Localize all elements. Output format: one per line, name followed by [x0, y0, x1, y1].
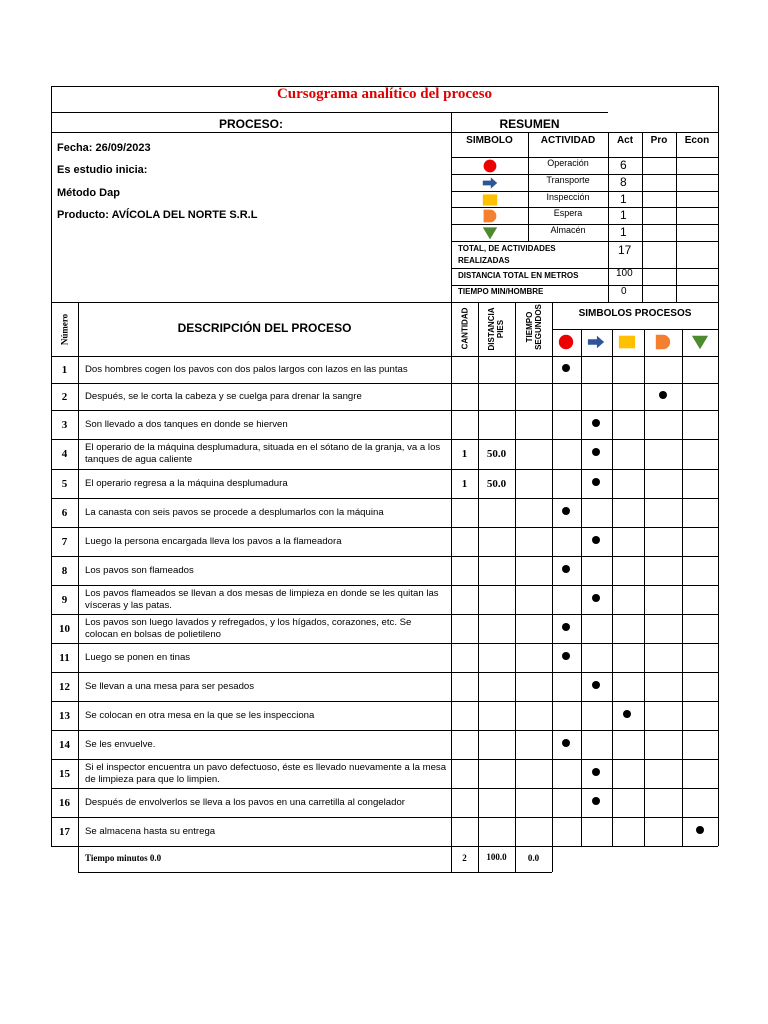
row-distancia: [478, 585, 515, 614]
page-title: Cursograma analítico del proceso: [276, 86, 493, 102]
symbol-mark-dot: [592, 536, 600, 544]
symbol-mark-dot: [592, 448, 600, 456]
symbol-mark-dot: [562, 565, 570, 573]
symbol-mark-dot: [659, 391, 667, 399]
summary-total-label: TOTAL, DE ACTIVIDADES REALIZADAS: [458, 244, 556, 265]
row-number: 13: [59, 709, 70, 722]
row-number: 3: [61, 418, 68, 431]
summary-distance-value: 100: [616, 268, 633, 279]
symbol-mark-dot: [592, 419, 600, 427]
symbol-mark-dot: [592, 594, 600, 602]
operation-circle-icon: [480, 157, 500, 174]
summary-col-pro: Pro: [650, 135, 668, 146]
row-number: 9: [61, 593, 68, 606]
row-number: 5: [61, 477, 68, 490]
row-description: Dos hombres cogen los pavos con dos palos largos con lazos en las puntas: [85, 363, 408, 375]
summary-col-act: Act: [616, 135, 634, 146]
symbol-mark-dot: [562, 364, 570, 372]
row-distancia: 50.0: [486, 448, 507, 460]
summary-act-value: 1: [620, 192, 627, 206]
row-description: El operario regresa a la máquina desplumadura: [85, 477, 288, 489]
row-cantidad: [451, 730, 478, 759]
row-cantidad: [451, 356, 478, 383]
row-cantidad: [451, 701, 478, 730]
row-distancia: [478, 498, 515, 527]
fecha-text: Fecha: 26/09/2023: [57, 142, 151, 154]
row-distancia: [478, 410, 515, 439]
operation-circle-icon: [556, 332, 576, 352]
row-cantidad: [451, 788, 478, 817]
row-distancia: [478, 730, 515, 759]
delay-d-icon: [480, 207, 500, 224]
storage-triangle-icon: [690, 332, 710, 352]
symbol-mark-dot: [592, 478, 600, 486]
summary-col-actividad: ACTIVIDAD: [540, 135, 596, 146]
resumen-label: RESUMEN: [499, 117, 560, 131]
summary-act-value: 1: [620, 225, 627, 239]
row-description: Los pavos son flameados: [85, 564, 194, 576]
row-cantidad: [451, 817, 478, 846]
row-number: 17: [59, 825, 70, 838]
row-distancia: [478, 788, 515, 817]
summary-col-econ: Econ: [684, 135, 710, 146]
row-description: Si el inspector encuentra un pavo defectuoso, éste es llevado nuevamente a la mesa de limpieza para que lo limpien.: [85, 761, 447, 785]
row-cantidad: 1: [461, 448, 468, 460]
summary-activity: Espera: [553, 208, 583, 218]
symbol-mark-dot: [623, 710, 631, 718]
row-cantidad: [451, 585, 478, 614]
simbolos-header: SIMBOLOS PROCESOS: [578, 308, 692, 319]
summary-time-value: 0: [621, 286, 627, 297]
row-distancia: [478, 527, 515, 556]
descripcion-header: DESCRIPCIÓN DEL PROCESO: [177, 321, 352, 335]
cantidad-header: CANTIDAD: [460, 307, 470, 350]
row-description: Después, se le corta la cabeza y se cuelga para drenar la sangre: [85, 390, 362, 402]
symbol-mark-dot: [592, 768, 600, 776]
symbol-mark-dot: [562, 652, 570, 660]
row-number: 7: [61, 535, 68, 548]
delay-d-icon: [653, 332, 673, 352]
symbol-mark-dot: [562, 507, 570, 515]
transport-arrow-icon: [480, 174, 500, 191]
row-cantidad: [451, 643, 478, 672]
row-description: Los pavos son luego lavados y refregados, y los hígados, corazones, etc. Se colocan en bolsas de polietileno: [85, 616, 412, 640]
row-distancia: [478, 643, 515, 672]
row-description: Se llevan a una mesa para ser pesados: [85, 680, 255, 692]
summary-activity: Operación: [547, 158, 589, 168]
row-cantidad: [451, 498, 478, 527]
row-distancia: [478, 614, 515, 643]
row-distancia: 50.0: [486, 477, 507, 490]
row-number: 15: [59, 767, 70, 780]
numero-header: Número: [59, 313, 70, 346]
metodo-text: Método Dap: [57, 187, 120, 199]
row-cantidad: [451, 556, 478, 585]
summary-total-value: 17: [618, 243, 632, 257]
row-distancia: [478, 759, 515, 788]
footer-distancia: 100.0: [486, 852, 507, 862]
row-description: Luego se ponen en tinas: [85, 651, 191, 663]
row-description: El operario de la máquina desplumadura, situada en el sótano de la granja, va a los tanques de agua caliente: [85, 442, 441, 465]
row-number: 10: [59, 622, 70, 635]
proceso-label: PROCESO:: [218, 117, 283, 131]
row-number: 1: [61, 363, 68, 376]
distancia-header: DISTANCIA PIES: [487, 307, 505, 351]
row-distancia: [478, 817, 515, 846]
symbol-mark-dot: [562, 739, 570, 747]
estudio-text: Es estudio inicia:: [57, 164, 148, 176]
row-cantidad: [451, 759, 478, 788]
row-distancia: [478, 556, 515, 585]
row-number: 11: [59, 651, 70, 664]
row-cantidad: [451, 410, 478, 439]
inspection-square-icon: [617, 332, 637, 352]
summary-distance-label: DISTANCIA TOTAL EN METROS: [458, 271, 579, 280]
row-distancia: [478, 356, 515, 383]
row-description: La canasta con seis pavos se procede a desplumarlos con la máquina: [85, 506, 384, 518]
row-distancia: [478, 701, 515, 730]
summary-activity: Inspección: [546, 192, 590, 202]
storage-triangle-icon: [480, 224, 500, 241]
row-cantidad: [451, 614, 478, 643]
transport-arrow-icon: [586, 332, 606, 352]
row-cantidad: [451, 672, 478, 701]
summary-time-label: TIEMPO MIN/HOMBRE: [458, 287, 544, 296]
tiempo-header: TIEMPO SEGUNDOS: [525, 304, 543, 350]
row-number: 12: [59, 680, 70, 693]
summary-act-value: 1: [620, 208, 627, 222]
row-cantidad: [451, 527, 478, 556]
symbol-mark-dot: [696, 826, 704, 834]
row-description: Se almacena hasta su entrega: [85, 825, 216, 837]
summary-activity: Transporte: [546, 175, 590, 185]
footer-tiempo-label: Tiempo minutos 0.0: [85, 853, 162, 863]
row-cantidad: 1: [461, 477, 468, 490]
row-description: Luego la persona encargada lleva los pavos a la flameadora: [85, 535, 342, 547]
row-description: Se les envuelve.: [85, 738, 156, 750]
row-number: 16: [59, 796, 70, 809]
row-number: 4: [61, 448, 68, 460]
row-number: 2: [61, 390, 68, 403]
row-description: Se colocan en otra mesa en la que se les inspecciona: [85, 709, 315, 721]
symbol-mark-dot: [592, 681, 600, 689]
summary-act-value: 8: [620, 175, 627, 189]
inspection-square-icon: [480, 191, 500, 208]
summary-col-simbolo: SIMBOLO: [466, 135, 513, 146]
row-description: Son llevado a dos tanques en donde se hierven: [85, 418, 288, 430]
symbol-mark-dot: [592, 797, 600, 805]
symbol-mark-dot: [562, 623, 570, 631]
footer-tiempo: 0.0: [527, 853, 540, 863]
row-description: Los pavos flameados se llevan a dos mesas de limpieza en donde se les quitan las vísceras y las patas.: [85, 587, 439, 611]
footer-cantidad: 2: [462, 853, 467, 863]
row-cantidad: [451, 383, 478, 410]
row-distancia: [478, 383, 515, 410]
row-number: 14: [59, 738, 70, 751]
row-number: 8: [61, 564, 68, 577]
summary-act-value: 6: [620, 158, 627, 172]
summary-activity: Almacén: [550, 225, 586, 235]
row-number: 6: [61, 506, 68, 519]
producto-text: Producto: AVÍCOLA DEL NORTE S.R.L: [57, 209, 258, 221]
row-description: Después de envolverlos se lleva a los pavos en una carretilla al congelador: [85, 796, 405, 808]
row-distancia: [478, 672, 515, 701]
